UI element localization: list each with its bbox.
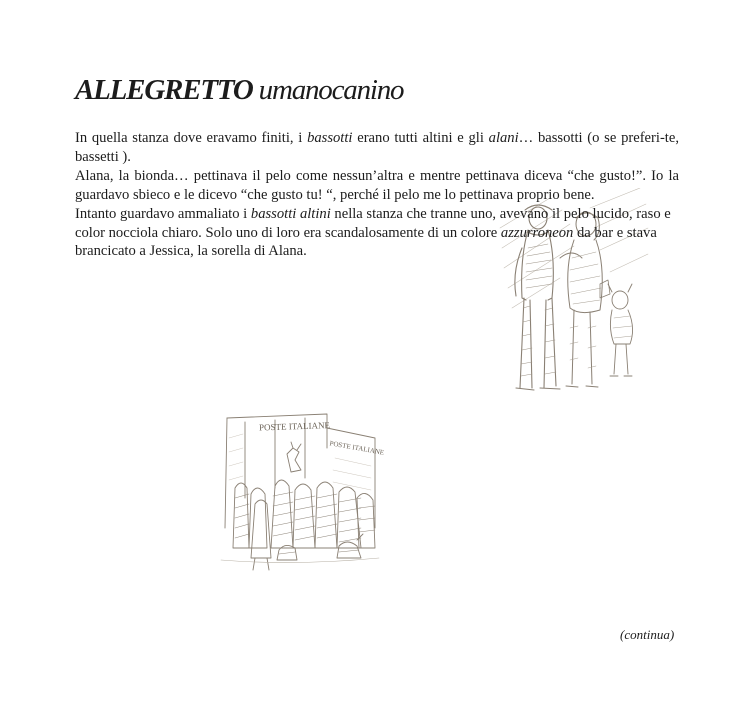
- continua-note: (continua): [620, 627, 675, 642]
- text-run: da bar e stava brancicato a Jessica, la sorella di Alana.: [75, 224, 657, 260]
- sketch-crowd-illustration: [215, 408, 385, 578]
- text-run: nella stanza che tranne uno, avevano il pelo lucido, raso e color nocciola chiaro. Solo uno di loro era scandalosamente di un colore: [75, 205, 671, 241]
- text-run: In quella stanza dove eravamo finiti, i: [75, 130, 308, 146]
- title-italic-word: umanocanino: [258, 74, 404, 106]
- title-bold-word: ALLEGRETTO: [75, 74, 253, 106]
- italic-word: bassotti altini: [250, 205, 331, 222]
- paragraph-3: [75, 205, 679, 262]
- italic-word: azzurroneon: [500, 224, 574, 241]
- italic-word: alani: [488, 130, 519, 146]
- italic-word: bassotti: [307, 130, 353, 146]
- text-run: Intanto guardavo ammaliato i: [75, 205, 251, 222]
- paragraph-2: Alana, la bionda… pettinava il pelo come nessun’altra e mentre pettinava diceva “che gusto!”. Io la guardavo sbieco e le dicevo “che gusto tu! “, perché il pelo me lo pettinava proprio bene.: [75, 167, 679, 203]
- text-run: … bassotti (o se preferi-te, bassetti ).: [75, 130, 679, 165]
- paragraph-1: [75, 129, 679, 167]
- body-text: [75, 129, 679, 261]
- sign-poste-right: POSTE ITALIANE: [328, 439, 385, 457]
- sign-poste-left: POSTE ITALIANE: [258, 420, 331, 433]
- text-run: erano tutti altini e gli: [352, 130, 489, 146]
- page-title: [75, 76, 403, 105]
